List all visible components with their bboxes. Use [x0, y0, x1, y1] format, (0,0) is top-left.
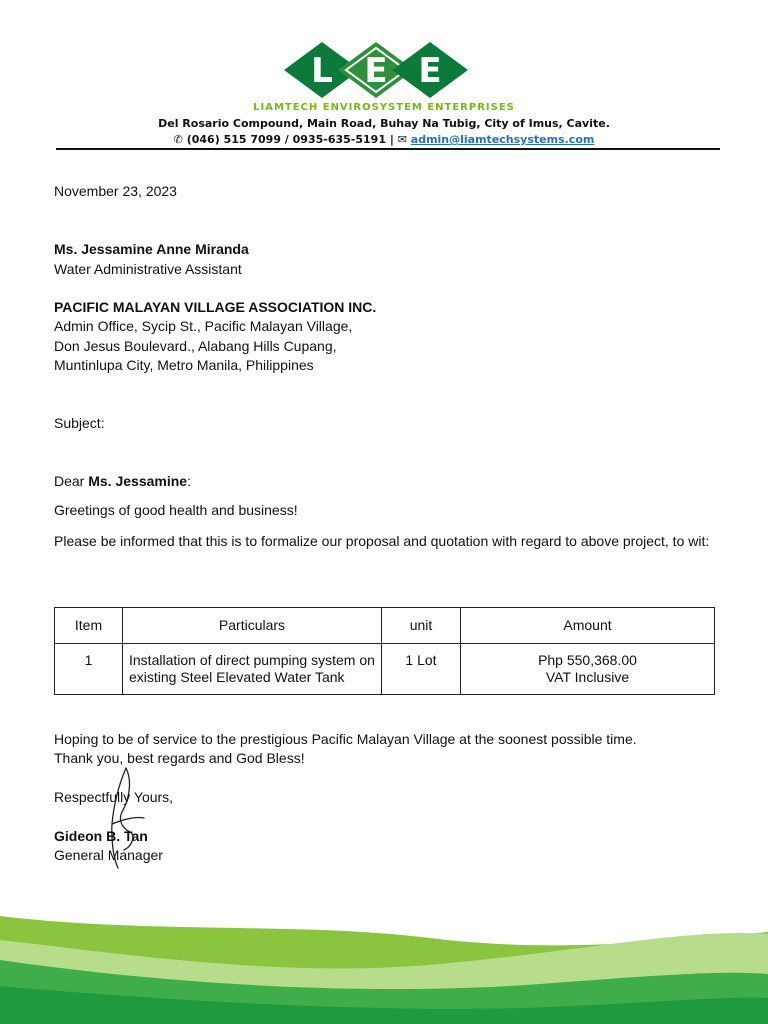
cell-particulars: Installation of direct pumping system on existing Steel Elevated Water Tank: [123, 644, 382, 695]
footer-wave-decoration: [0, 900, 768, 1024]
column-header-unit: unit: [382, 608, 461, 644]
subject-label: Subject:: [54, 415, 105, 431]
column-header-item: Item: [55, 608, 123, 644]
table-header-row: [55, 608, 715, 644]
company-phones: (046) 515 7099 / 0935-635-5191: [186, 133, 386, 146]
phone-icon: ✆: [173, 133, 183, 146]
svg-text:E: E: [418, 51, 442, 91]
company-name: LIAMTECH ENVIROSYSTEM ENTERPRISES: [253, 102, 515, 113]
letterhead: [0, 0, 768, 160]
recipient-address-line: Muntinlupa City, Metro Manila, Philippines: [54, 357, 314, 373]
signatory-name: Gideon B. Tan: [54, 828, 148, 844]
table-row: [55, 644, 715, 695]
company-address: Del Rosario Compound, Main Road, Buhay Na Tubig, City of Imus, Cavite.: [158, 117, 610, 130]
salutation-name: Ms. Jessamine: [88, 473, 188, 489]
company-email-link[interactable]: admin@liamtechsystems.com: [410, 133, 595, 146]
cell-item: 1: [55, 644, 123, 695]
letterhead-divider: [56, 148, 720, 150]
column-header-particulars: Particulars: [123, 608, 382, 644]
company-contact: [0, 133, 768, 146]
svg-text:E: E: [364, 51, 388, 91]
recipient-title: Water Administrative Assistant: [54, 261, 242, 277]
recipient-address-line: Admin Office, Sycip St., Pacific Malayan Village,: [54, 318, 353, 334]
amount-note: VAT Inclusive: [545, 669, 630, 685]
closing-line: Thank you, best regards and God Bless!: [54, 750, 305, 766]
letter-date: November 23, 2023: [54, 183, 177, 199]
intro-paragraph: Please be informed that this is to formalize our proposal and quotation with regard to above project, to wit:: [54, 533, 710, 549]
column-header-amount: Amount: [461, 608, 715, 644]
amount-value: Php 550,368.00: [538, 652, 637, 668]
recipient-address-line: Don Jesus Boulevard., Alabang Hills Cupang,: [54, 338, 337, 354]
signatory-title: General Manager: [54, 847, 163, 863]
salutation: [54, 472, 191, 491]
quotation-table: [54, 607, 715, 695]
contact-separator: |: [389, 133, 394, 146]
mail-icon: ✉: [397, 133, 407, 146]
greeting: Greetings of good health and business!: [54, 502, 298, 518]
svg-text:L: L: [311, 51, 333, 91]
closing-line: Hoping to be of service to the prestigious Pacific Malayan Village at the soonest possible time.: [54, 731, 637, 747]
cell-amount: [461, 644, 715, 695]
salutation-suffix: :: [187, 473, 191, 489]
valediction: Respectfully Yours,: [54, 789, 174, 805]
salutation-prefix: Dear: [54, 473, 89, 489]
recipient-organization: PACIFIC MALAYAN VILLAGE ASSOCIATION INC.: [54, 299, 377, 315]
logo-diamond-e2: [392, 42, 468, 98]
cell-unit: 1 Lot: [382, 644, 461, 695]
recipient-name: Ms. Jessamine Anne Miranda: [54, 241, 249, 257]
